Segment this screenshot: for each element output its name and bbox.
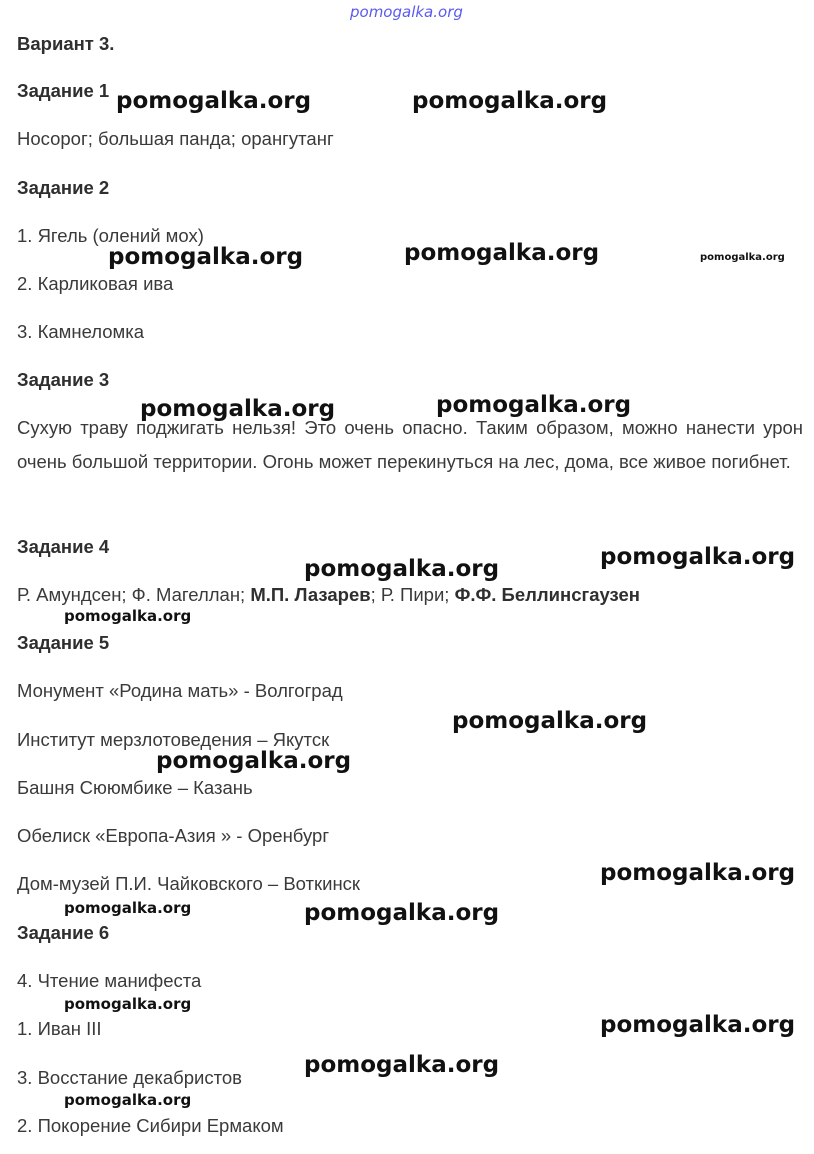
task3-heading: Задание 3: [17, 369, 110, 390]
task1-heading: Задание 1: [17, 80, 110, 101]
task2-item: 2. Карликовая ива: [17, 273, 174, 294]
watermark: pomogalka.org: [436, 392, 632, 418]
task4-text-part: ; Р. Пири;: [370, 584, 455, 605]
watermark: pomogalka.org: [64, 995, 192, 1013]
variant-title: Вариант 3.: [17, 33, 115, 54]
watermark: pomogalka.org: [304, 900, 500, 926]
task5-item: Дом-музей П.И. Чайковского – Воткинск: [17, 873, 361, 894]
task5-item: Башня Сююмбике – Казань: [17, 777, 253, 798]
task5-item: Институт мерзлотоведения – Якутск: [17, 729, 330, 750]
task4-heading: Задание 4: [17, 536, 110, 557]
task5-item: Монумент «Родина мать» - Волгоград: [17, 680, 343, 701]
watermark: pomogalka.org: [108, 244, 304, 270]
task6-item: 4. Чтение манифеста: [17, 970, 202, 991]
task5-item: Обелиск «Европа-Азия » - Оренбург: [17, 825, 330, 846]
watermark: pomogalka.org: [304, 556, 500, 582]
task6-item: 3. Восстание декабристов: [17, 1067, 242, 1088]
task4-text-part: Р. Амундсен; Ф. Магеллан;: [17, 584, 251, 605]
task2-item: 1. Ягель (олений мох): [17, 225, 204, 246]
watermark: pomogalka.org: [700, 252, 785, 263]
task6-heading: Задание 6: [17, 922, 110, 943]
watermark: pomogalka.org: [116, 88, 312, 114]
watermark: pomogalka.org: [64, 607, 192, 625]
task6-item: 1. Иван III: [17, 1018, 102, 1039]
watermark: pomogalka.org: [64, 899, 192, 917]
watermark: pomogalka.org: [156, 748, 352, 774]
watermark: pomogalka.org: [404, 240, 600, 266]
task6-item: 2. Покорение Сибири Ермаком: [17, 1115, 284, 1136]
watermark: pomogalka.org: [452, 708, 648, 734]
watermark: pomogalka.org: [600, 860, 796, 886]
task2-heading: Задание 2: [17, 177, 110, 198]
task1-text: Носорог; большая панда; орангутанг: [17, 128, 334, 149]
watermark: pomogalka.org: [600, 544, 796, 570]
task4-text: [17, 584, 640, 606]
watermark-top: pomogalka.org: [350, 3, 463, 21]
watermark: pomogalka.org: [304, 1052, 500, 1078]
watermark: pomogalka.org: [600, 1012, 796, 1038]
watermark: pomogalka.org: [140, 396, 336, 422]
task4-bold-name: М.П. Лазарев: [250, 584, 371, 605]
task2-item: 3. Камнеломка: [17, 321, 145, 342]
watermark: pomogalka.org: [412, 88, 608, 114]
watermark: pomogalka.org: [64, 1091, 192, 1109]
task3-paragraph: Сухую траву поджигать нельзя! Это очень опасно. Таким образом, можно нанести урон очень большой территории. Огонь может перекинуться на лес, дома, все живое погибнет.: [17, 417, 803, 472]
task4-bold-name: Ф.Ф. Беллинсгаузен: [454, 584, 640, 605]
task5-heading: Задание 5: [17, 632, 110, 653]
